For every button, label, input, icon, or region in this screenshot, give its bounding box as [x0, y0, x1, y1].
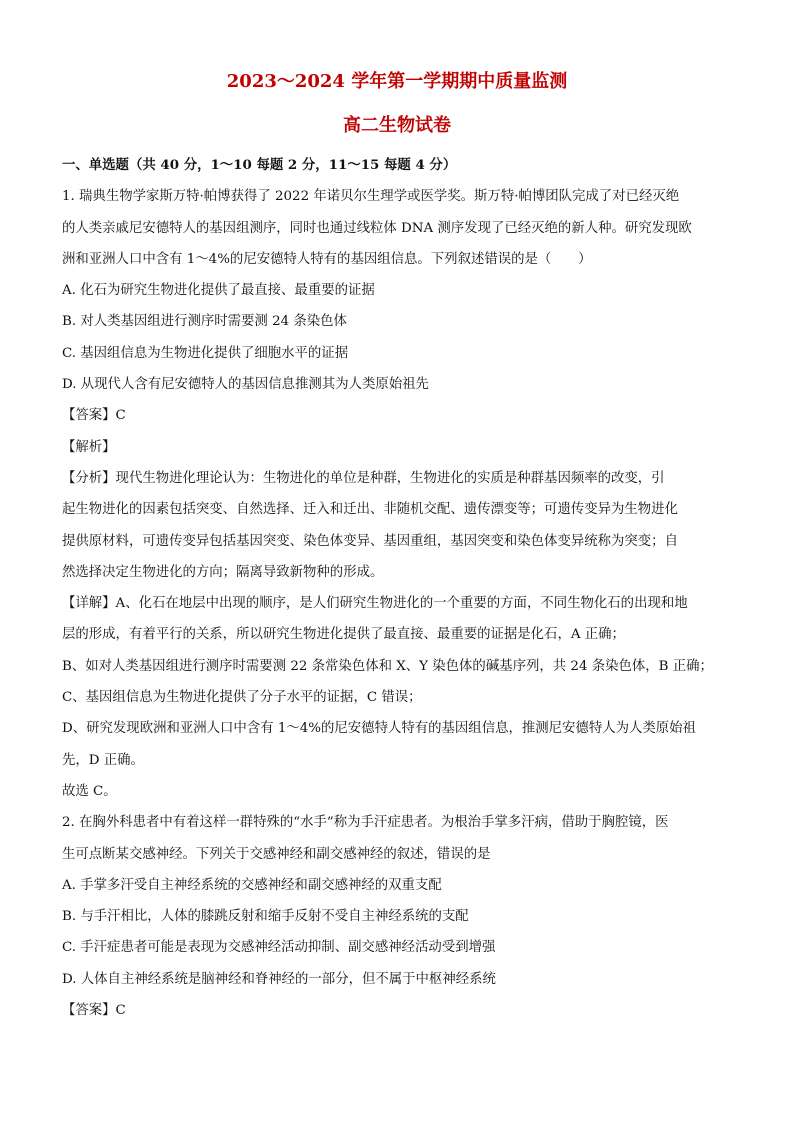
question-stem-line: 2. 在胸外科患者中有着这样一群特殊的“水手”称为手汗症患者。为根治手掌多汗病，借助于胸腔镜，医: [62, 815, 669, 831]
option-d: D. 人体自主神经系统是脑神经和脊神经的一部分，但不属于中枢神经系统: [62, 971, 496, 987]
analysis-line: 起生物进化的因素包括突变、自然选择、迁入和迁出、非随机交配、遗传漂变等；可遗传变异为生物进化: [62, 502, 678, 518]
option-d: D. 从现代人含有尼安德特人的基因信息推测其为人类原始祖先: [62, 377, 429, 393]
detail-line: C、基因组信息为生物进化提供了分子水平的证据，C 错误；: [62, 690, 422, 706]
analysis-line: 提供原材料，可遗传变异包括基因突变、染色体变异、基因重组，基因突变和染色体变异统称为突变；自: [62, 533, 678, 549]
analysis-label: 【解析】: [62, 439, 116, 455]
question-stem-line: 生可点断某交感神经。下列关于交感神经和副交感神经的叙述，错误的是: [62, 846, 491, 862]
analysis-line: 然选择决定生物进化的方向；隔离导致新物种的形成。: [62, 564, 384, 580]
detail-line: 层的形成，有着平行的关系，所以研究生物进化提供了最直接、最重要的证据是化石，A 正确；: [62, 627, 625, 643]
detail-line: B、如对人类基因组进行测序时需要测 22 条常染色体和 X、Y 染色体的碱基序列，共 24 条染色体，B 正确；: [62, 658, 713, 674]
detail-line: D、研究发现欧洲和亚洲人口中含有 1～4%的尼安德特人特有的基因组信息，推测尼安德特人为人类原始祖: [62, 721, 696, 737]
answer-line: 【答案】C: [62, 408, 126, 424]
option-c: C. 手汗症患者可能是表现为交感神经活动抑制、副交感神经活动受到增强: [62, 940, 496, 956]
question-stem-line: 的人类亲戚尼安德特人的基因组测序，同时也通过线粒体 DNA 测序发现了已经灭绝的新人种。研究发现欧: [62, 220, 692, 236]
question-stem-line: 1. 瑞典生物学家斯万特·帕博获得了 2022 年诺贝尔生理学或医学奖。斯万特·帕博团队完成了对已经灭绝: [62, 189, 680, 205]
section-title: 一、单选题（共 40 分，1～10 每题 2 分，11～15 每题 4 分）: [62, 157, 457, 173]
answer-line: 【答案】C: [62, 1003, 126, 1019]
document-subtitle: 高二生物试卷: [343, 115, 451, 136]
option-b: B. 对人类基因组进行测序时需要测 24 条染色体: [62, 314, 347, 330]
option-a: A. 化石为研究生物进化提供了最直接、最重要的证据: [62, 283, 375, 299]
option-a: A. 手掌多汗受自主神经系统的交感神经和副交感神经的双重支配: [62, 877, 442, 893]
detail-line: 【详解】A、化石在地层中出现的顺序，是人们研究生物进化的一个重要的方面，不同生物化石的出现和地: [62, 596, 688, 612]
document-title: 2023～2024 学年第一学期期中质量监测: [226, 71, 568, 92]
question-2: [62, 807, 732, 1026]
option-b: B. 与手汗相比，人体的膝跳反射和缩手反射不受自主神经系统的支配: [62, 909, 469, 925]
analysis-line: 【分析】现代生物进化理论认为：生物进化的单位是种群，生物进化的实质是种群基因频率的改变，引: [62, 470, 665, 486]
option-c: C. 基因组信息为生物进化提供了细胞水平的证据: [62, 345, 349, 361]
question-stem-line: 洲和亚洲人口中含有 1～4%的尼安德特人特有的基因组信息。下列叙述错误的是（ ）: [62, 251, 592, 267]
document-body: [62, 150, 732, 1026]
question-1: [62, 181, 732, 807]
detail-line: 先，D 正确。: [62, 752, 144, 768]
detail-line: 故选 C。: [62, 783, 117, 799]
